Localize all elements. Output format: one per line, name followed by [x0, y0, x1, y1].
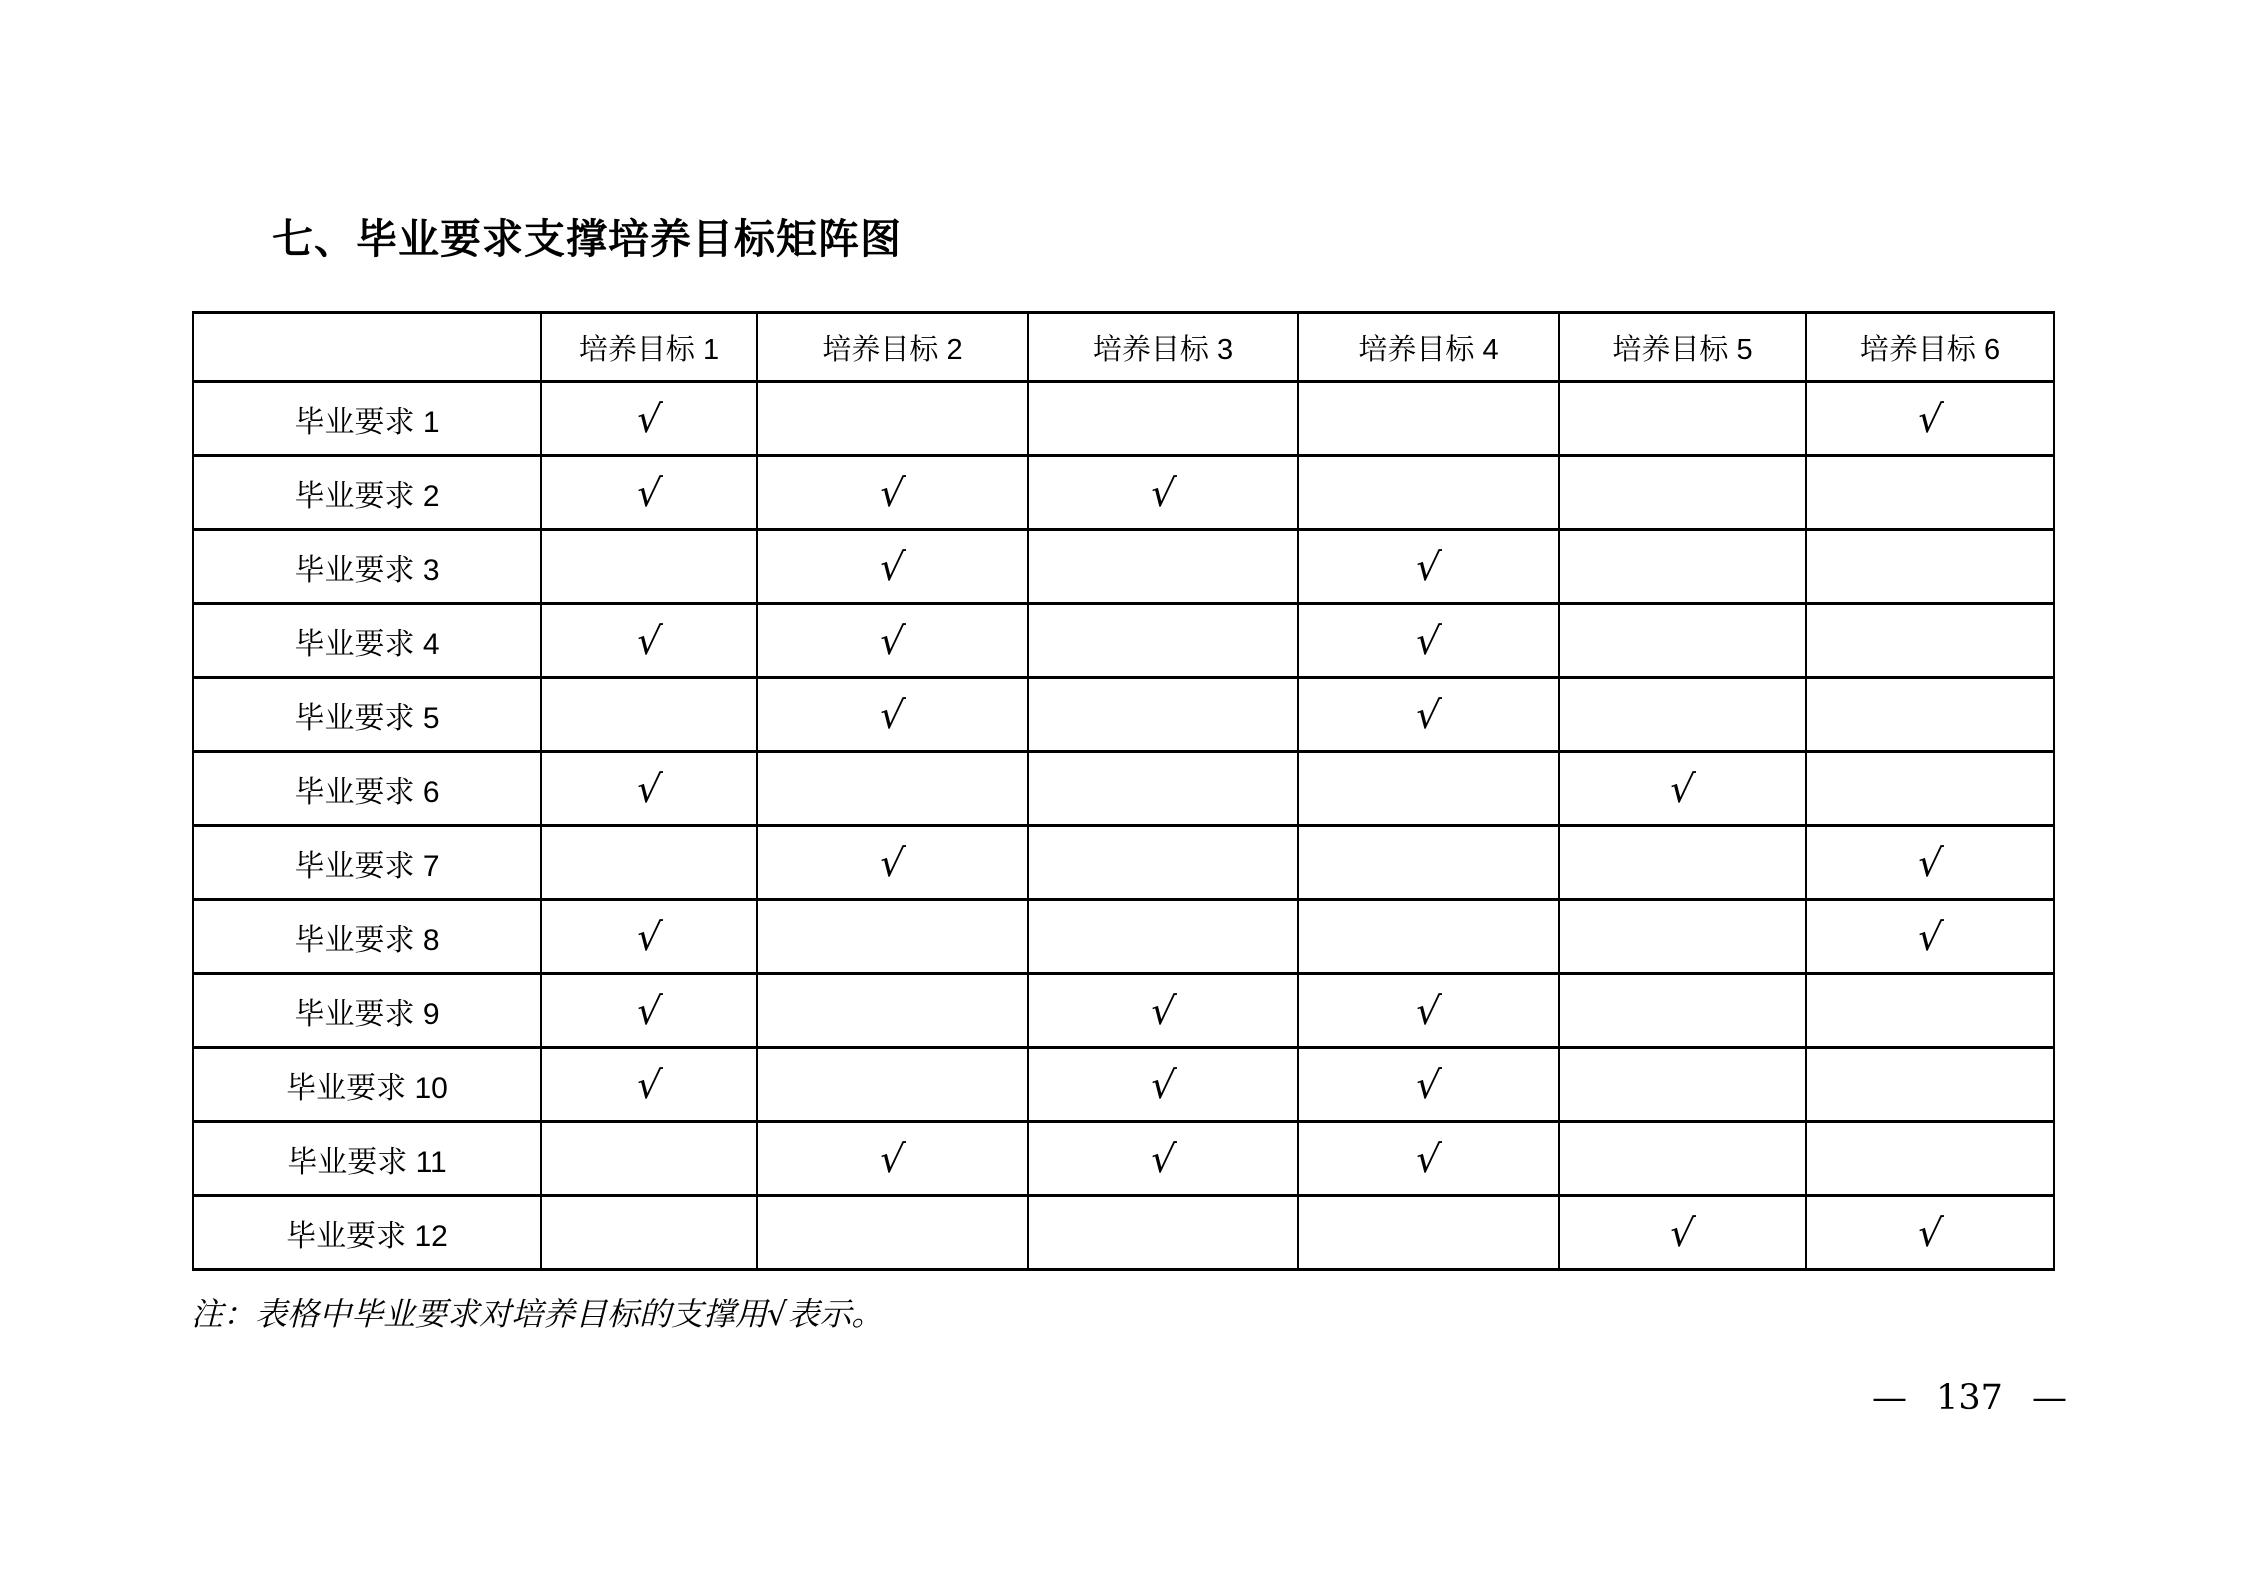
matrix-cell — [1559, 900, 1806, 974]
matrix-cell — [1028, 752, 1298, 826]
matrix-cell — [1298, 456, 1559, 530]
matrix-cell — [1806, 1048, 2054, 1122]
matrix-cell — [757, 1048, 1028, 1122]
matrix-cell — [1028, 382, 1298, 456]
matrix-cell — [757, 456, 1028, 530]
matrix-cell — [757, 974, 1028, 1048]
matrix-cell — [1028, 604, 1298, 678]
matrix-cell — [1028, 1196, 1298, 1270]
check-mark: √ — [1414, 544, 1443, 589]
matrix-cell — [1559, 678, 1806, 752]
matrix-cell — [541, 456, 757, 530]
matrix-cell — [541, 678, 757, 752]
page-number: — 137 — — [1872, 1378, 2068, 1418]
column-header: 培养目标 3 — [1028, 313, 1298, 382]
check-mark: √ — [1148, 470, 1178, 515]
matrix-cell — [1806, 456, 2054, 530]
matrix-cell — [757, 1196, 1028, 1270]
check-mark: √ — [1414, 618, 1443, 663]
matrix-cell — [1298, 752, 1559, 826]
matrix-cell — [1559, 1048, 1806, 1122]
row-label: 毕业要求 10 — [193, 1048, 541, 1122]
matrix-cell — [541, 752, 757, 826]
table-row — [193, 1048, 2054, 1122]
table-row — [193, 604, 2054, 678]
table-row — [193, 1122, 2054, 1196]
check-mark: √ — [878, 618, 907, 663]
matrix-cell — [541, 1122, 757, 1196]
matrix-cell — [1298, 1048, 1559, 1122]
check-mark: √ — [1148, 1136, 1178, 1181]
matrix-cell — [541, 382, 757, 456]
page-title: 七、毕业要求支撑培养目标矩阵图 — [272, 216, 902, 262]
matrix-cell — [1559, 1196, 1806, 1270]
matrix-cell — [757, 604, 1028, 678]
matrix-cell — [1298, 900, 1559, 974]
check-mark: √ — [1414, 692, 1443, 737]
matrix-cell — [1298, 1122, 1559, 1196]
check-mark: √ — [878, 544, 907, 589]
row-label: 毕业要求 11 — [193, 1122, 541, 1196]
table-row — [193, 974, 2054, 1048]
matrix-cell — [1559, 752, 1806, 826]
matrix-cell — [1298, 974, 1559, 1048]
check-mark: √ — [1915, 396, 1945, 441]
matrix-cell — [1028, 1122, 1298, 1196]
matrix-cell — [1298, 382, 1559, 456]
column-header: 培养目标 5 — [1559, 313, 1806, 382]
matrix-cell — [1559, 530, 1806, 604]
matrix-cell — [757, 826, 1028, 900]
check-mark: √ — [634, 766, 664, 811]
check-mark: √ — [1414, 988, 1443, 1033]
table-row — [193, 530, 2054, 604]
matrix-cell — [541, 974, 757, 1048]
check-mark: √ — [634, 914, 664, 959]
matrix-cell — [757, 530, 1028, 604]
check-mark: √ — [878, 840, 907, 885]
matrix-cell — [1559, 826, 1806, 900]
matrix-cell — [1028, 974, 1298, 1048]
matrix-cell — [1028, 678, 1298, 752]
matrix-cell — [541, 530, 757, 604]
check-mark: √ — [878, 470, 907, 515]
row-label: 毕业要求 8 — [193, 900, 541, 974]
matrix-cell — [1298, 678, 1559, 752]
matrix-cell — [541, 826, 757, 900]
check-mark: √ — [634, 396, 664, 441]
matrix-cell — [541, 604, 757, 678]
matrix-cell — [1298, 1196, 1559, 1270]
row-label: 毕业要求 6 — [193, 752, 541, 826]
corner-cell — [193, 313, 541, 382]
matrix-cell — [541, 1048, 757, 1122]
matrix-cell — [1806, 678, 2054, 752]
matrix-cell — [1806, 382, 2054, 456]
matrix-cell — [1559, 604, 1806, 678]
matrix-cell — [1806, 530, 2054, 604]
header-row — [193, 313, 2054, 382]
row-label: 毕业要求 12 — [193, 1196, 541, 1270]
row-label: 毕业要求 9 — [193, 974, 541, 1048]
matrix-cell — [1559, 1122, 1806, 1196]
row-label: 毕业要求 3 — [193, 530, 541, 604]
check-mark: √ — [1915, 840, 1945, 885]
matrix-cell — [757, 678, 1028, 752]
row-label: 毕业要求 1 — [193, 382, 541, 456]
check-mark: √ — [1148, 1062, 1178, 1107]
row-label: 毕业要求 7 — [193, 826, 541, 900]
matrix-cell — [541, 900, 757, 974]
matrix-cell — [1806, 604, 2054, 678]
check-mark: √ — [1414, 1062, 1443, 1107]
matrix-cell — [1806, 826, 2054, 900]
check-mark: √ — [878, 692, 907, 737]
table-row — [193, 678, 2054, 752]
check-mark: √ — [1668, 766, 1697, 811]
check-mark: √ — [1414, 1136, 1443, 1181]
matrix-cell — [1806, 752, 2054, 826]
row-label: 毕业要求 5 — [193, 678, 541, 752]
matrix-cell — [1028, 456, 1298, 530]
matrix-cell — [757, 1122, 1028, 1196]
matrix-cell — [1028, 530, 1298, 604]
matrix-cell — [1559, 382, 1806, 456]
matrix-cell — [1806, 974, 2054, 1048]
check-mark: √ — [634, 1062, 664, 1107]
check-mark: √ — [634, 988, 664, 1033]
table-row — [193, 826, 2054, 900]
check-mark: √ — [634, 470, 664, 515]
matrix-cell — [1806, 1196, 2054, 1270]
check-mark: √ — [1148, 988, 1178, 1033]
support-matrix-table — [192, 311, 2055, 1271]
matrix-cell — [1028, 1048, 1298, 1122]
column-header: 培养目标 4 — [1298, 313, 1559, 382]
matrix-cell — [1298, 826, 1559, 900]
check-mark: √ — [878, 1136, 907, 1181]
matrix-cell — [1806, 1122, 2054, 1196]
column-header: 培养目标 6 — [1806, 313, 2054, 382]
check-mark: √ — [1915, 1210, 1945, 1255]
matrix-cell — [1028, 826, 1298, 900]
matrix-cell — [1806, 900, 2054, 974]
matrix-cell — [757, 752, 1028, 826]
row-label: 毕业要求 2 — [193, 456, 541, 530]
matrix-cell — [757, 382, 1028, 456]
matrix-cell — [1028, 900, 1298, 974]
matrix-cell — [1559, 974, 1806, 1048]
table-row — [193, 752, 2054, 826]
table-note: 注：表格中毕业要求对培养目标的支撑用√表示。 — [191, 1295, 884, 1333]
check-mark: √ — [1915, 914, 1945, 959]
table-row — [193, 382, 2054, 456]
table-row — [193, 1196, 2054, 1270]
matrix-cell — [1298, 604, 1559, 678]
matrix-header — [193, 313, 2054, 382]
column-header: 培养目标 2 — [757, 313, 1028, 382]
matrix-cell — [541, 1196, 757, 1270]
check-mark: √ — [1668, 1210, 1697, 1255]
matrix-body — [193, 382, 2054, 1270]
column-header: 培养目标 1 — [541, 313, 757, 382]
check-mark: √ — [634, 618, 664, 663]
row-label: 毕业要求 4 — [193, 604, 541, 678]
matrix-cell — [757, 900, 1028, 974]
matrix-cell — [1559, 456, 1806, 530]
matrix-cell — [1298, 530, 1559, 604]
table-row — [193, 900, 2054, 974]
table-row — [193, 456, 2054, 530]
